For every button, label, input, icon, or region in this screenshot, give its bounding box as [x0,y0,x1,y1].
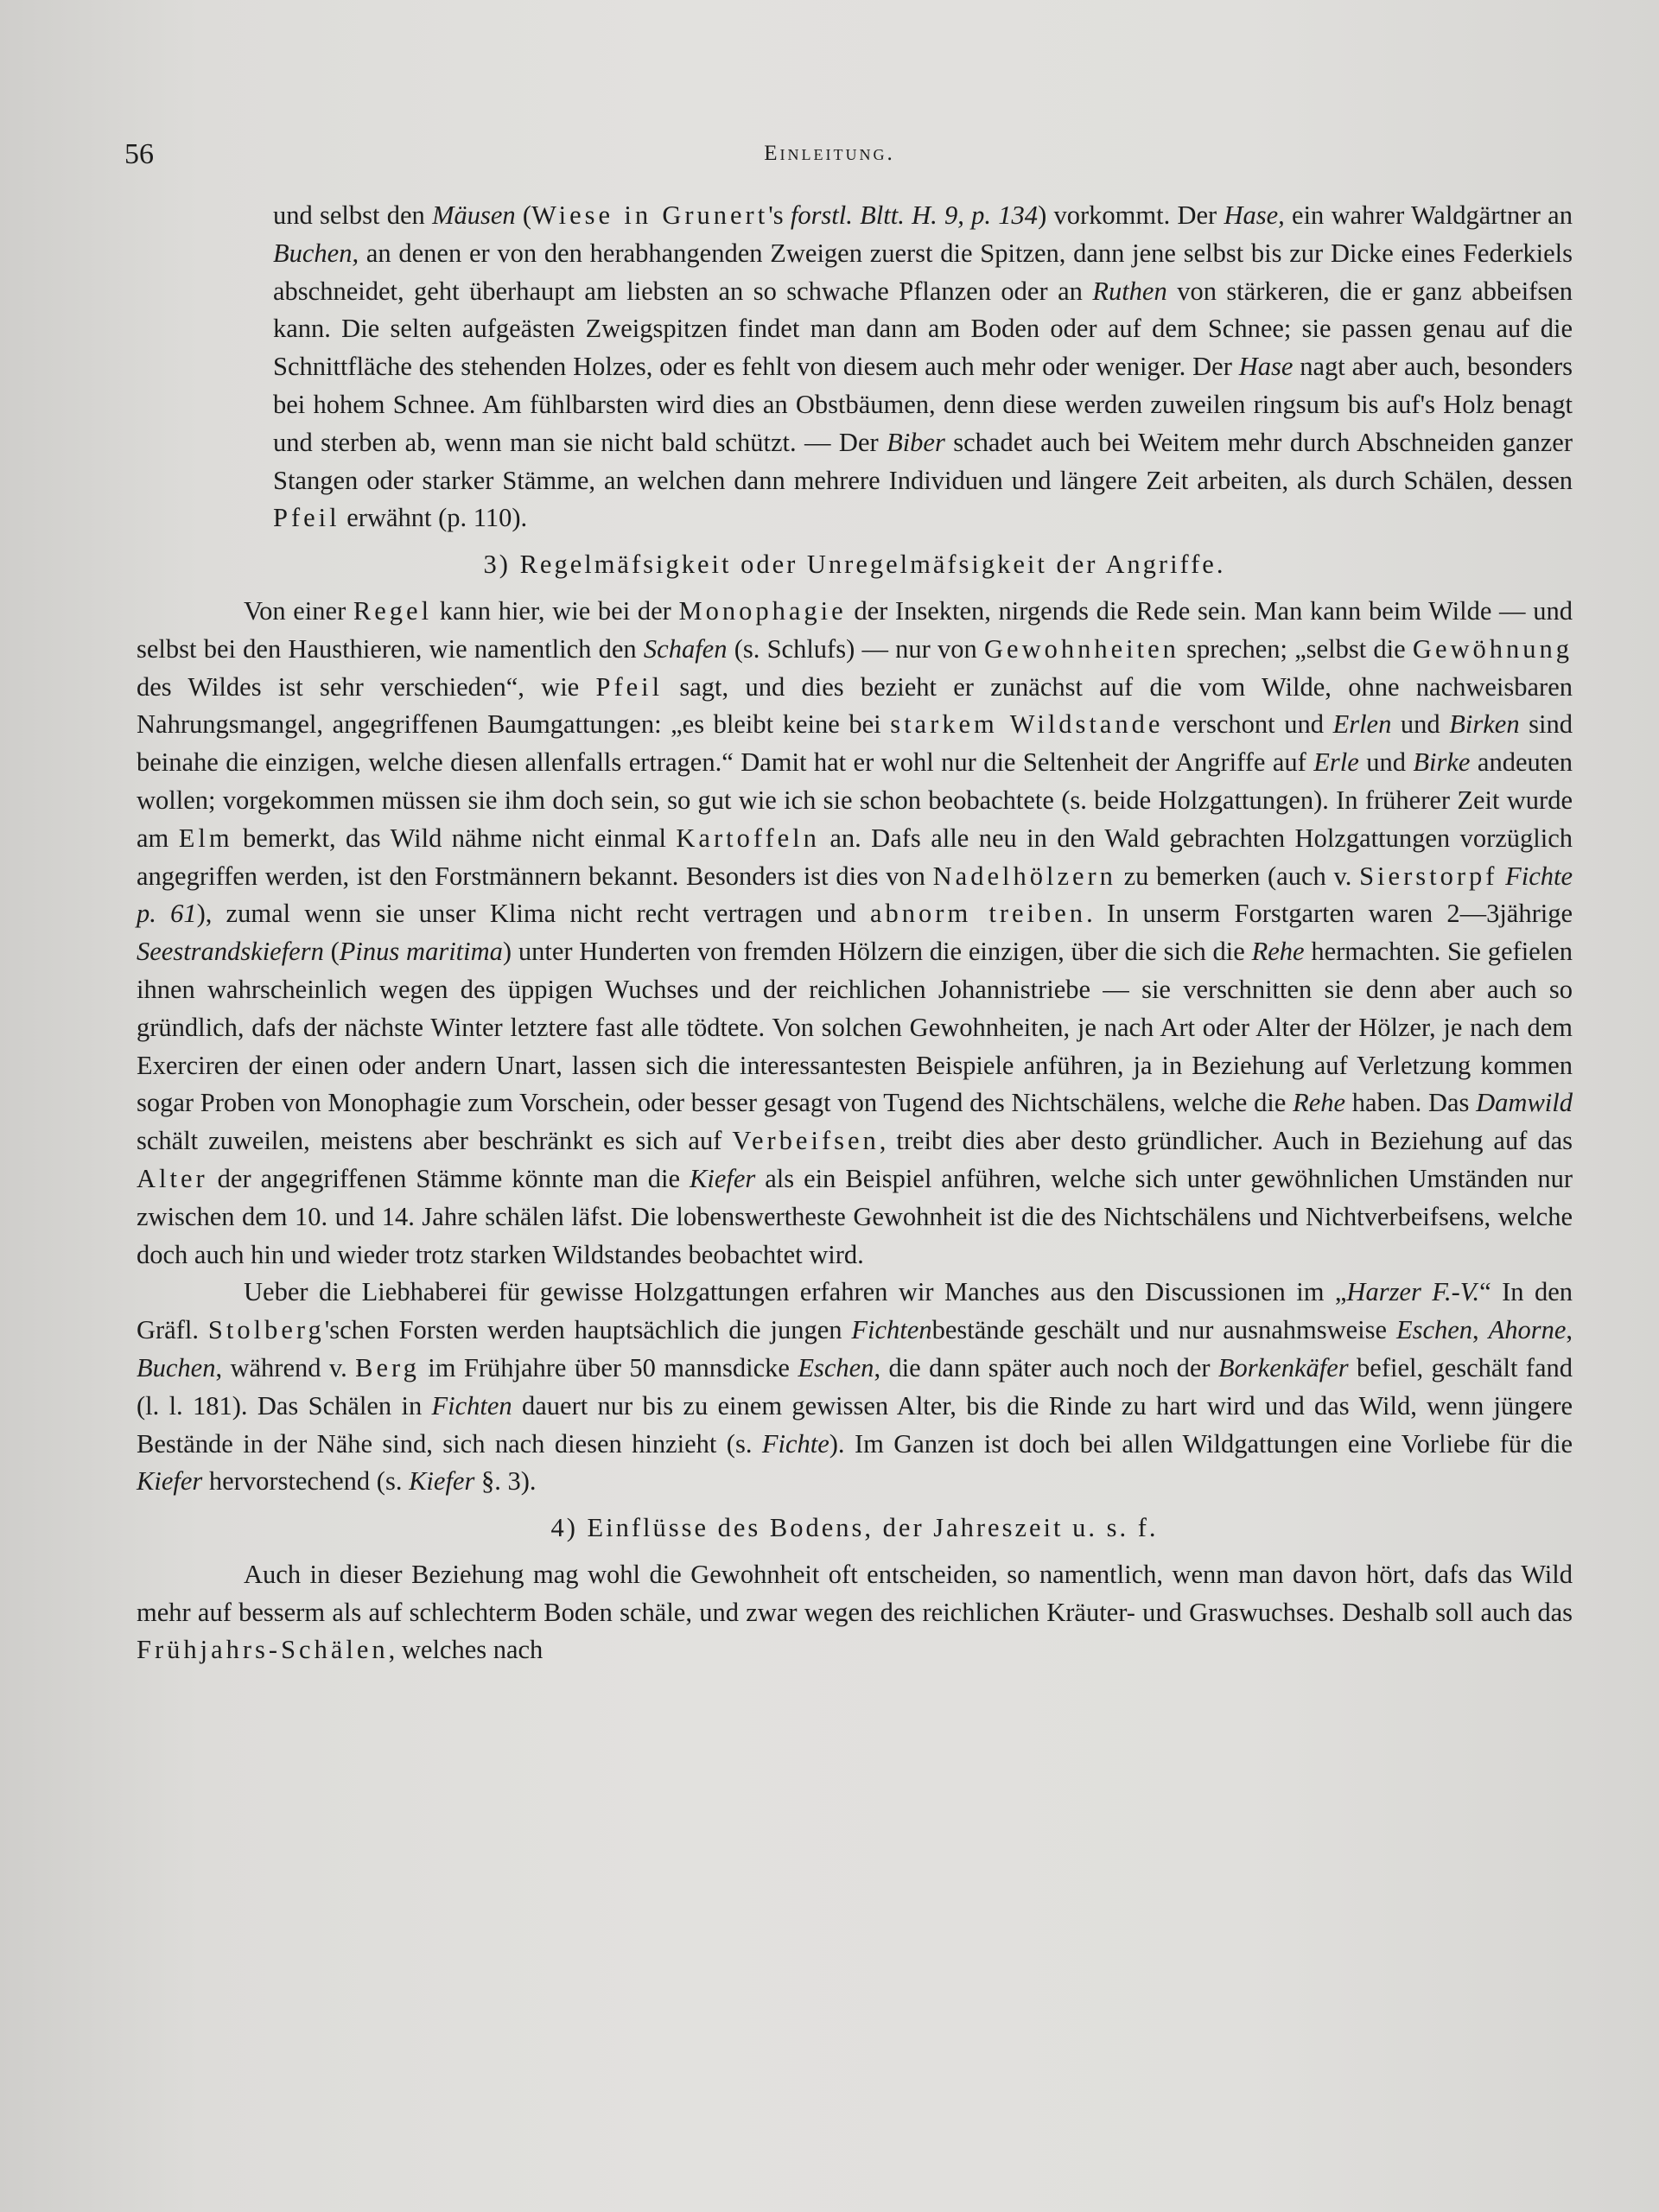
italic-text: Fichten [851,1315,932,1345]
body-text [137,197,1573,1669]
text-run: Auch in dieser Beziehung mag wohl die Gewohnheit oft entscheiden, so namentlich, wenn man davon hört, dafs das Wild mehr auf besserm als auf schlechterm Boden schäle, und zwar wegen des reichlichen Kräuter- und Graswuchses. Deshalb soll auch das [137,1559,1573,1627]
spaced-text: Berg [355,1352,420,1382]
paragraph-continuation [137,197,1573,537]
italic-text: Birken [1449,709,1520,740]
italic-text: Birke [1413,747,1471,778]
spaced-text: Sierstorpf [1359,861,1498,891]
text-run: (s. Schlufs) — nur von [727,633,985,664]
spaced-text: Pfeil [595,671,664,702]
text-run: und [1391,709,1450,740]
text-run: der angegriffenen Stämme könnte man die [207,1163,690,1193]
text-run: von stärkeren, die er ganz abbeifsen kann. Die selten aufgeästen Zweigspitzen findet man dann am Boden oder auf dem Schnee; sie passen genau auf die Schnittfläche des stehenden Holzes, oder es fehlt von diesem auch mehr oder weniger. Der [273,276,1573,382]
spaced-text: abnorm treiben [870,899,1087,929]
text-run: schält zuweilen, meistens aber beschränkt es sich auf [137,1126,733,1156]
text-run: des Wildes ist sehr verschieden“, wie [137,671,596,702]
spaced-text: Monophagie [678,595,847,626]
text-run: ). Im Ganzen ist doch bei allen Wildgattungen eine Vorliebe für die [829,1428,1573,1459]
text-run: , [1472,1315,1489,1345]
text-run: ) unter Hunderten von fremden Hölzern die einzigen, über die sich die [502,937,1252,967]
italic-text: Rehe [1251,937,1305,967]
italic-text: Ruthen [1092,276,1167,306]
spaced-text: Wiese in Grunert [531,200,769,230]
text-run: der Insekten, nirgends die Rede sein. Man kann beim Wilde — und selbst bei den Hausthieren, wie namentlich den [137,595,1573,664]
spaced-text: Alter [137,1163,208,1193]
text-run: im Frühjahre über 50 mannsdicke [419,1352,798,1382]
spaced-text: Elm [178,823,233,853]
text-run: hermachten. Sie gefielen ihnen wahrscheinlich wegen des üppigen Wuchses und der reichlichen Johannistriebe — sie verschnitten sie denn aber auch so gründlich, dafs der nächste Winter letztere fast alle tödtete. Von solchen Gewohnheiten, je nach Art oder Alter der Hölzer, je nach dem Exerciren der einen oder andern Unart, lassen sich die interessantesten Beispiele anführen, ja in Beziehung auf Verletzung kommen sogar Proben von Monophagie zum Vorschein, oder besser gesagt von Tugend des Nichtschälens, welche die [137,937,1573,1118]
text-run: schadet auch bei Weitem mehr durch Abschneiden ganzer Stangen oder starker Stämme, an welchen dann mehrere Individuen und längere Zeit arbeiten, als durch Schälen, dessen [273,427,1573,495]
italic-text: Buchen [137,1352,216,1382]
spaced-text: Kartoffeln [676,823,820,853]
text-run: sprechen; „selbst die [1179,633,1413,664]
italic-text: Fichte p. 61 [137,861,1573,929]
page-number: 56 [124,138,154,170]
text-run [1497,861,1505,891]
italic-text: Ahorne [1488,1315,1567,1345]
text-run: 4) Einflüsse des Bodens, der Jahreszeit u. s. f. [550,1513,1159,1543]
text-run: ) vorkommt. Der [1038,200,1224,230]
italic-text: Eschen [1395,1315,1473,1345]
text-run: erwähnt (p. 110). [340,503,528,533]
text-run: als ein Beispiel anführen, welche sich unter gewöhnlichen Umständen nur zwischen dem 10. und 14. Jahre schälen läfst. Die lobenswertheste Gewohnheit ist die des Nichtschälens und Nichtverbeifsens, welche doch auch hin und wieder trotz starken Wildstandes beobachtet wird. [137,1163,1573,1269]
section-heading [137,1510,1573,1548]
italic-text: Fichten [431,1390,512,1421]
italic-text: Kiefer [409,1466,475,1497]
italic-text: Mäusen [432,200,516,230]
text-run: sind beinahe die einzigen, welche diesen allenfalls ertragen.“ Damit hat er wohl nur die Seltenheit der Angriffe auf [137,709,1573,778]
italic-text: Damwild [1476,1088,1573,1118]
italic-text: Erle [1313,747,1359,778]
spaced-text: Frühjahrs-Schälen [137,1635,389,1665]
paragraph [137,593,1573,1274]
text-run: , treibt dies aber desto gründlicher. Auch in Beziehung auf das [879,1126,1573,1156]
text-run: 's [768,200,791,230]
text-run: Von einer [244,595,353,626]
text-run: sagt, und dies bezieht er zunächst auf die vom Wilde, ohne nachweisbaren Nahrungsmangel, angegriffenen Baumgattungen: „es bleibt keine bei [137,671,1573,740]
paragraph [137,1274,1573,1501]
spaced-text: Pfeil [273,503,340,533]
italic-text: Fichte [761,1428,830,1459]
text-run: dauert nur bis zu einem gewissen Alter, bis die Rinde zu hart wird und das Wild, wenn jüngere Bestände in der Nähe sind, sich nach diesen hinzieht (s. [137,1390,1573,1459]
spaced-text: Verbeifsen [732,1126,880,1156]
text-run: bemerkt, das Wild nähme nicht einmal [232,823,677,853]
italic-text: Schafen [643,633,728,664]
section-heading [137,546,1573,584]
italic-text: Kiefer [690,1163,756,1193]
text-run: nagt aber auch, besonders bei hohem Schnee. Am fühlbarsten wird dies an Obstbäumen, denn diese werden zuweilen ringsum bis auf's Holz benagt und sterben ab, wenn man sie nicht bald schützt. — Der [273,352,1573,457]
italic-text: Rehe [1293,1088,1346,1118]
text-run: 3) Regelmäfsigkeit oder Unregelmäfsigkeit der Angriffe. [483,550,1226,580]
text-run: 'schen Forsten werden hauptsächlich die jungen [324,1315,852,1345]
italic-text: forstl. Bltt. H. 9, p. 134 [790,200,1039,230]
text-run: hervorstechend (s. [202,1466,410,1497]
text-run: ein wahrer Waldgärtner an [1284,200,1573,230]
text-run: andeuten wollen; vorgekommen müssen sie ihm doch sein, so gut wie ich sie schon beobachtete (s. beide Holzgattungen). In früherer Zeit wurde am [137,747,1573,853]
text-run: , während v. [215,1352,356,1382]
italic-text: Biber [887,427,945,457]
spaced-text: Regel [353,595,433,626]
text-run: , [1566,1315,1573,1345]
text-run: kann hier, wie bei der [432,595,679,626]
italic-text: Buchen, [273,238,359,268]
spaced-text: starkem Wildstande [890,709,1164,740]
text-run: an denen er von den herabhangenden Zweigen zuerst die Spitzen, dann jene selbst bis zur Dicke eines Federkiels abschneidet, geht überhaupt am liebsten an so schwache Pflanzen oder an [273,238,1573,306]
text-run: §. 3). [474,1466,537,1497]
spaced-text: Nadelhölzern [932,861,1116,891]
page-header [0,138,1659,181]
text-run: und selbst den [273,200,433,230]
text-run: ), zumal wenn sie unser Klima nicht recht vertragen und [196,899,870,929]
italic-text: Seestrandskiefern [137,937,324,967]
italic-text: Borkenkäfer [1217,1352,1349,1382]
italic-text: Eschen [798,1352,874,1382]
text-run: und [1358,747,1414,778]
text-run: verschont und [1163,709,1333,740]
italic-text: Hase [1238,352,1294,382]
running-head: Einleitung. [764,142,895,165]
text-run: an. Dafs alle neu in den Wald gebrachten Holzgattungen vorzüglich angegriffen werden, ist den Forstmännern bekannt. Besonders ist dies von [137,823,1573,891]
italic-text: Pinus maritima [339,937,503,967]
text-run: , welches nach [388,1635,543,1665]
spaced-text: Gewohnheiten [984,633,1179,664]
text-run: befiel, geschält fand (l. l. 181). Das Schälen in [137,1352,1573,1421]
italic-text: Erlen [1332,709,1392,740]
spaced-text: Gewöhnung [1412,633,1573,664]
text-run: haben. Das [1345,1088,1477,1118]
text-run: , die dann später auch noch der [874,1352,1218,1382]
text-run: Ueber die Liebhaberei für gewisse Holzgattungen erfahren wir Manches aus den Discussionen im „ [244,1277,1347,1307]
text-run: ( [515,200,532,230]
text-run: . In unserm Forstgarten waren 2—3jährige [1086,899,1573,929]
spaced-text: Stolberg [207,1315,325,1345]
text-run: bestände geschält und nur ausnahmsweise [931,1315,1396,1345]
paragraph [137,1556,1573,1669]
text-run: “ In den Gräfl. [137,1277,1573,1345]
text-run: ( [323,937,340,967]
italic-text: Hase, [1224,200,1285,230]
italic-text: Kiefer [137,1466,203,1497]
italic-text: Harzer F.-V. [1346,1277,1480,1307]
text-run: zu bemerken (auch v. [1116,861,1360,891]
